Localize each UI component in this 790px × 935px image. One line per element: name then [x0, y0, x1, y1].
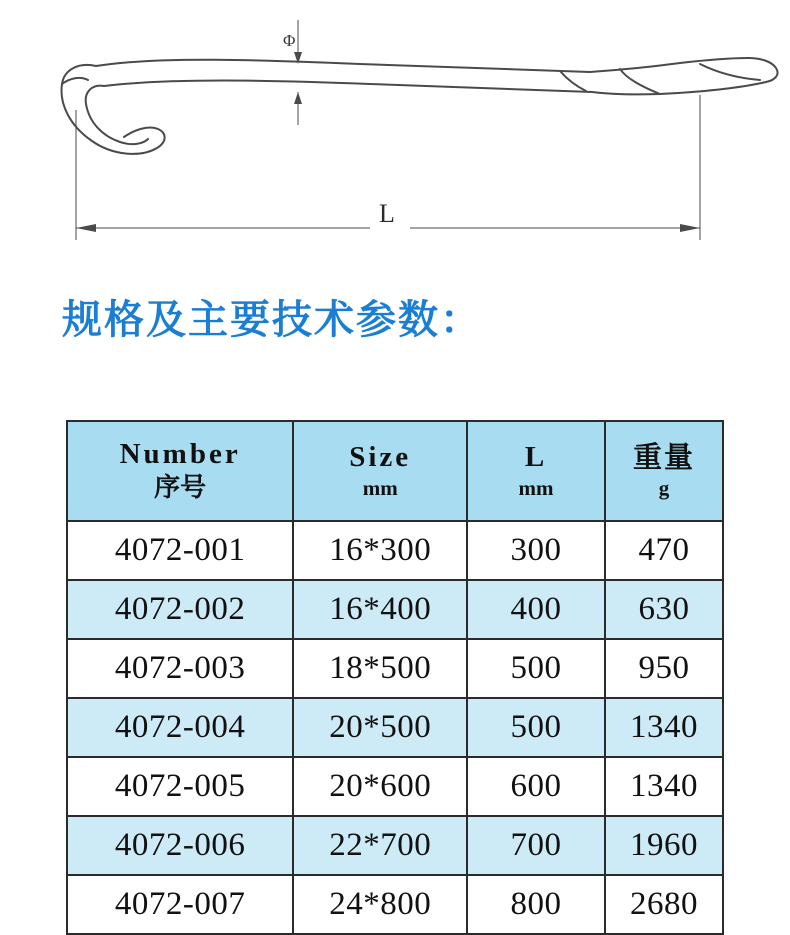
product-illustration: [0, 0, 790, 265]
cell-size: 18*500: [293, 639, 467, 698]
length-label: L: [379, 199, 395, 228]
cell-length: 700: [467, 816, 605, 875]
column-header-size-main: Size: [349, 441, 412, 474]
cell-size: 20*600: [293, 757, 467, 816]
cell-length: 600: [467, 757, 605, 816]
cell-length: 400: [467, 580, 605, 639]
spec-table-container: [66, 420, 724, 935]
table-body: [67, 521, 723, 934]
bar-outline: [62, 58, 778, 154]
table-row: [67, 875, 723, 934]
cell-number: 4072-006: [67, 816, 293, 875]
cell-weight: 470: [605, 521, 723, 580]
column-header-size-unit: mm: [362, 476, 398, 501]
column-header-number-main: Number: [119, 437, 241, 470]
cell-size: 20*500: [293, 698, 467, 757]
column-header-number-sub: 序号: [154, 473, 207, 504]
table-row: [67, 521, 723, 580]
table-header: [67, 421, 723, 521]
table-row: [67, 816, 723, 875]
cell-weight: 1340: [605, 757, 723, 816]
cell-length: 300: [467, 521, 605, 580]
page-title: 规格及主要技术参数：: [62, 297, 482, 343]
cell-weight: 630: [605, 580, 723, 639]
specification-table: [66, 420, 724, 935]
column-header-weight-main: 重量: [632, 440, 695, 475]
cell-size: 24*800: [293, 875, 467, 934]
column-header-length: [467, 421, 605, 521]
cell-number: 4072-002: [67, 580, 293, 639]
table-row: [67, 698, 723, 757]
column-header-size: [293, 421, 467, 521]
column-header-weight-unit: g: [658, 476, 670, 501]
column-header-length-unit: mm: [518, 476, 554, 501]
cell-number: 4072-005: [67, 757, 293, 816]
table-row: [67, 580, 723, 639]
table-row: [67, 639, 723, 698]
column-header-weight: [605, 421, 723, 521]
cell-weight: 2680: [605, 875, 723, 934]
cell-size: 16*400: [293, 580, 467, 639]
cell-size: 22*700: [293, 816, 467, 875]
cell-weight: 950: [605, 639, 723, 698]
cell-length: 800: [467, 875, 605, 934]
cell-weight: 1340: [605, 698, 723, 757]
cell-size: 16*300: [293, 521, 467, 580]
cell-number: 4072-004: [67, 698, 293, 757]
diameter-label: Φ: [283, 31, 296, 50]
column-header-length-main: L: [524, 441, 548, 474]
cell-number: 4072-003: [67, 639, 293, 698]
cell-length: 500: [467, 698, 605, 757]
cell-length: 500: [467, 639, 605, 698]
column-header-number: [67, 421, 293, 521]
table-row: [67, 757, 723, 816]
cell-number: 4072-007: [67, 875, 293, 934]
table-header-row: [67, 421, 723, 521]
pry-bar-drawing: [0, 0, 790, 265]
cell-number: 4072-001: [67, 521, 293, 580]
cell-weight: 1960: [605, 816, 723, 875]
